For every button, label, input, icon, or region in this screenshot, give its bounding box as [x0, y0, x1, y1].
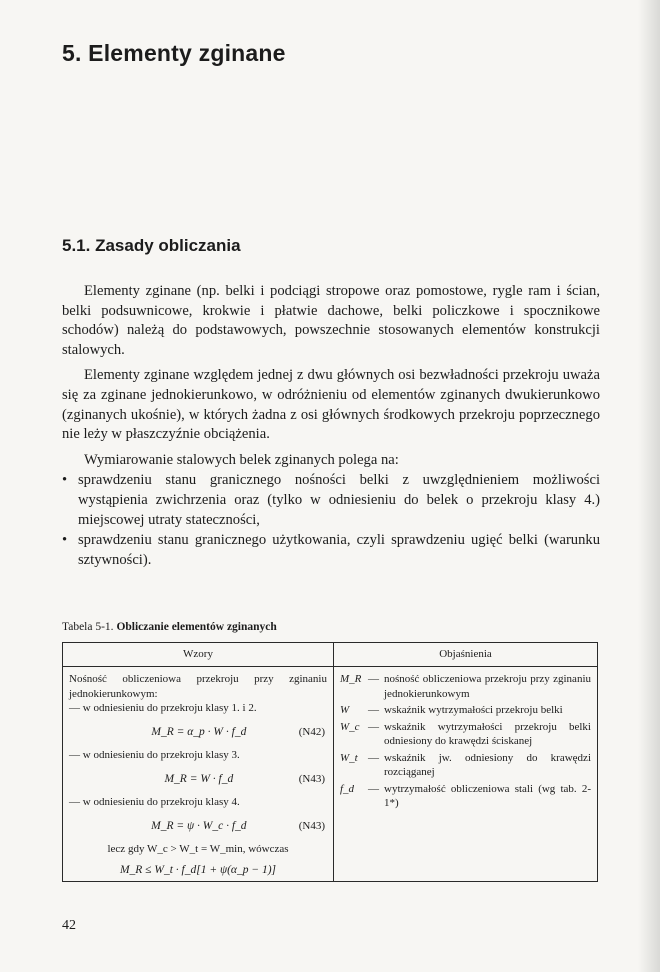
definition-symbol: W [340, 704, 350, 716]
equation-n43 [69, 772, 327, 787]
equation-formula: M_R = ψ · W_c · f_d [151, 819, 247, 832]
definition-text: wytrzymałość obliczeniowa stali (wg tab. 2-1*) [384, 782, 591, 809]
equation-number: (N43) [298, 819, 325, 832]
definition-symbol: W_t [340, 751, 358, 764]
equation-formula: M_R = α_p · W · f_d [151, 725, 247, 738]
definition-item [340, 720, 591, 749]
definition-symbol: W_c [340, 720, 360, 733]
case-class-3: — w odniesieniu do przekroju klasy 3. [69, 749, 240, 761]
section-title: 5.1. Zasady obliczania [62, 236, 241, 255]
definition-text: wskaźnik wytrzymałości przekroju belki [384, 704, 563, 716]
definition-text: nośność obliczeniowa przekroju przy zginaniu jednokierunkowym [384, 673, 591, 700]
table-caption [62, 621, 277, 633]
definition-item [340, 751, 591, 780]
equation-number: (N42) [298, 725, 325, 738]
formulas-intro: Nośność obliczeniowa przekroju przy zginaniu jednokierunkowym: [69, 673, 327, 700]
definition-text: wskaźnik jw. odniesiony do krawędzi rozciąganej [384, 751, 591, 778]
explanations-cell [334, 667, 598, 882]
body-text [62, 282, 600, 571]
definition-dash: — [368, 720, 379, 733]
table-caption-prefix: Tabela 5-1. [62, 621, 114, 633]
paragraph: Elementy zginane względem jednej z dwu głównych osi bezwładności przekroju uważa się za zginane jednokierunkowo, w odróżnieniu od elementów zginanych dwukierunkowo (zginanych ukośnie), w których żadna z osi głównych środkowych przekroju poprzecznego nie leży w płaszczyźnie obciążenia. [62, 367, 600, 443]
chapter-title: 5. Elementy zginane [62, 40, 286, 66]
page-edge-shadow [638, 0, 660, 972]
definition-dash: — [368, 673, 379, 685]
definition-symbol: f_d [340, 782, 355, 795]
definition-list [340, 672, 591, 811]
definition-dash: — [368, 751, 379, 764]
case-class-4: — w odniesieniu do przekroju klasy 4. [69, 796, 240, 808]
paragraph: Wymiarowanie stalowych belek zginanych polega na: [84, 451, 399, 468]
definition-item [340, 782, 591, 811]
definition-dash: — [368, 704, 379, 716]
header-formulas: Wzory [63, 643, 334, 667]
definition-text: wskaźnik wytrzymałości przekroju belki odniesiony do krawędzi ściskanej [384, 720, 591, 747]
paragraph: Elementy zginane (np. belki i podciągi stropowe oraz pomostowe, rygle ram i ścian, belki podsuwnicowe, krokwie i płatwie dachowe, belki policzkowe i spocznikowe schodów) należą do podstawowych, powszechnie stosowanych elementów konstrukcji stalowych. [62, 283, 600, 358]
equation-n42 [69, 725, 327, 740]
bullet-item: • sprawdzeniu stanu granicznego nośności belki z uwzględnieniem możliwości wystąpienia zwichrzenia oraz (tylko w odniesieniu do belek o przekroju klasy 4.) miejscowej utraty stateczności, [62, 471, 600, 530]
header-explanations: Objaśnienia [334, 643, 598, 667]
definition-item [340, 703, 591, 718]
equation-number: (N43) [298, 772, 325, 785]
bullet-item: • sprawdzeniu stanu granicznego użytkowania, czyli sprawdzeniu ugięć belki (warunku sztywności). [62, 531, 600, 570]
formulas-cell [63, 667, 334, 882]
case-class-1-2: — w odniesieniu do przekroju klasy 1. i 2. [69, 702, 257, 714]
definition-dash: — [368, 782, 379, 795]
condition-text: lecz gdy W_c > W_t = W_min, wówczas [107, 843, 289, 855]
equation-n43-class4 [69, 819, 327, 834]
definition-symbol: M_R [340, 673, 362, 685]
bullet-list [62, 471, 600, 570]
page-number: 42 [62, 918, 76, 933]
definition-item [340, 672, 591, 701]
table-caption-title: Obliczanie elementów zginanych [116, 621, 277, 633]
formula-table [62, 642, 598, 882]
equation-inequality: M_R ≤ W_t · f_d[1 + ψ(α_p − 1)] [119, 863, 277, 876]
equation-formula: M_R = W · f_d [164, 772, 234, 785]
